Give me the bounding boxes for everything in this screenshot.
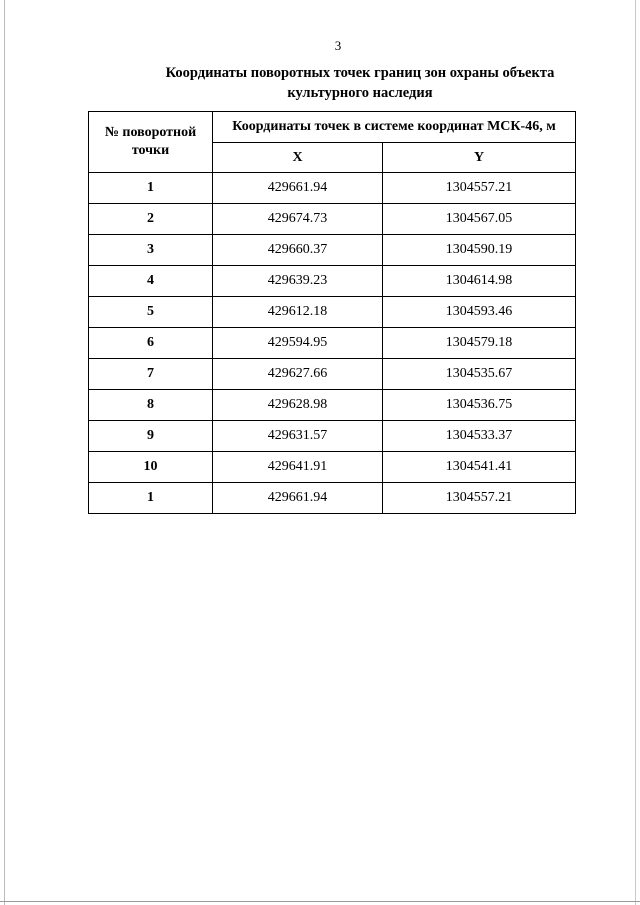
cell-y: 1304536.75 xyxy=(383,390,576,421)
cell-point-number: 1 xyxy=(89,173,213,204)
cell-point-number: 7 xyxy=(89,359,213,390)
table-body xyxy=(89,173,576,514)
table-row xyxy=(89,452,576,483)
header-point-number: № поворотной точки xyxy=(89,112,213,173)
table-row xyxy=(89,390,576,421)
cell-y: 1304579.18 xyxy=(383,328,576,359)
cell-x: 429627.66 xyxy=(213,359,383,390)
table-row xyxy=(89,483,576,514)
cell-y: 1304590.19 xyxy=(383,235,576,266)
table-row xyxy=(89,421,576,452)
coordinates-table xyxy=(88,111,576,514)
cell-x: 429594.95 xyxy=(213,328,383,359)
cell-point-number: 10 xyxy=(89,452,213,483)
cell-point-number: 5 xyxy=(89,297,213,328)
document-title xyxy=(130,63,590,103)
cell-x: 429661.94 xyxy=(213,483,383,514)
table-row xyxy=(89,266,576,297)
cell-x: 429639.23 xyxy=(213,266,383,297)
header-x: X xyxy=(213,143,383,173)
cell-x: 429631.57 xyxy=(213,421,383,452)
cell-y: 1304541.41 xyxy=(383,452,576,483)
cell-point-number: 8 xyxy=(89,390,213,421)
cell-y: 1304557.21 xyxy=(383,173,576,204)
cell-point-number: 9 xyxy=(89,421,213,452)
cell-x: 429674.73 xyxy=(213,204,383,235)
cell-point-number: 4 xyxy=(89,266,213,297)
header-coordinates: Координаты точек в системе координат МСК-46, м xyxy=(213,112,576,143)
cell-y: 1304533.37 xyxy=(383,421,576,452)
cell-x: 429660.37 xyxy=(213,235,383,266)
scan-edge-right xyxy=(635,0,636,905)
table-row xyxy=(89,235,576,266)
cell-y: 1304557.21 xyxy=(383,483,576,514)
cell-x: 429641.91 xyxy=(213,452,383,483)
title-line-2: культурного наследия xyxy=(287,85,433,101)
cell-x: 429628.98 xyxy=(213,390,383,421)
cell-x: 429661.94 xyxy=(213,173,383,204)
cell-y: 1304614.98 xyxy=(383,266,576,297)
table-row xyxy=(89,359,576,390)
table-row xyxy=(89,328,576,359)
table-row xyxy=(89,297,576,328)
page-number: 3 xyxy=(334,38,342,53)
cell-y: 1304535.67 xyxy=(383,359,576,390)
cell-point-number: 6 xyxy=(89,328,213,359)
table-row xyxy=(89,204,576,235)
table-row xyxy=(89,173,576,204)
cell-point-number: 2 xyxy=(89,204,213,235)
header-y: Y xyxy=(383,143,576,173)
scan-edge-bottom xyxy=(0,901,640,902)
cell-y: 1304567.05 xyxy=(383,204,576,235)
cell-point-number: 1 xyxy=(89,483,213,514)
title-line-1: Координаты поворотных точек границ зон охраны объекта xyxy=(165,65,555,81)
scan-edge-left xyxy=(4,0,5,905)
cell-point-number: 3 xyxy=(89,235,213,266)
cell-x: 429612.18 xyxy=(213,297,383,328)
cell-y: 1304593.46 xyxy=(383,297,576,328)
